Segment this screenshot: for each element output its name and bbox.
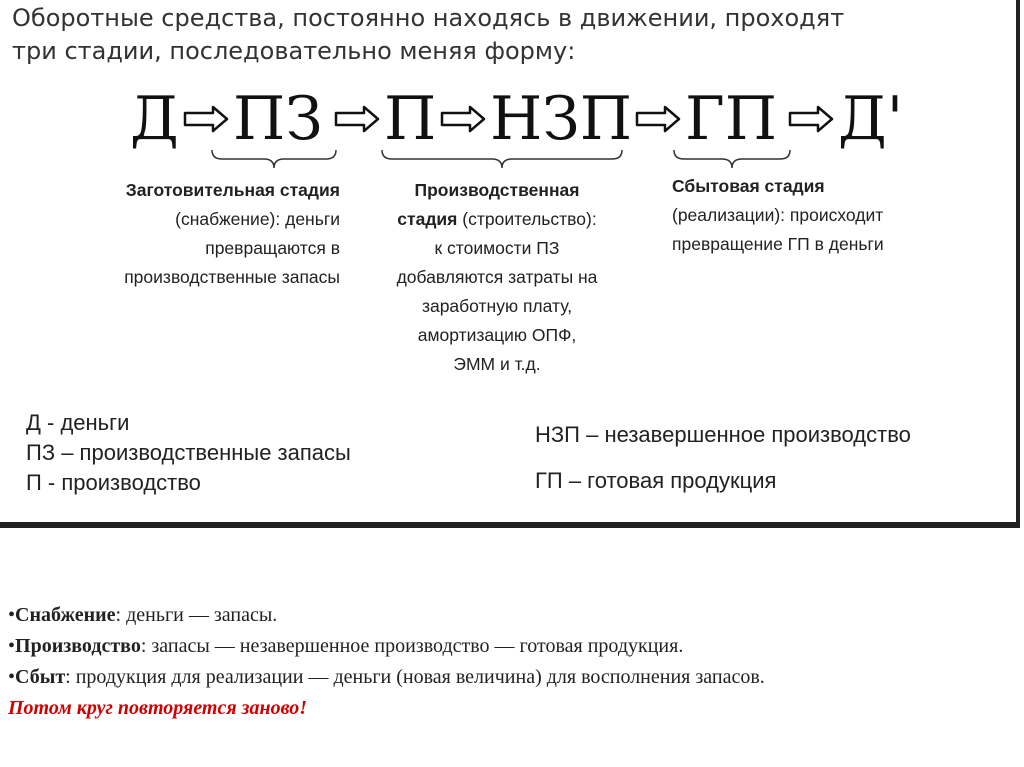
note-sales-term: Сбыт bbox=[15, 666, 66, 688]
note-sales-text: : продукция для реализации — деньги (новая величина) для восполнения запасов. bbox=[65, 666, 765, 688]
notes-list bbox=[8, 600, 1008, 724]
stage-production-text-4: заработную плату, bbox=[421, 296, 573, 316]
stage-procurement-text-3: производственные запасы bbox=[124, 267, 340, 287]
intro-text bbox=[12, 2, 912, 68]
stage-procurement-text-1: (снабжение): деньги bbox=[175, 209, 340, 229]
legend-pz: ПЗ – производственные запасы bbox=[26, 440, 351, 465]
intro-line-1: Оборотные средства, постоянно находясь в движении, проходят bbox=[12, 4, 845, 32]
stage-production-text-5: амортизацию ОПФ, bbox=[417, 325, 577, 345]
arrow-2-icon bbox=[334, 105, 380, 133]
stage-sales-text-1: (реализации): происходит bbox=[672, 205, 884, 225]
stage-production-text-2: к стоимости ПЗ bbox=[434, 238, 560, 258]
node-d: Д bbox=[130, 84, 179, 154]
arrow-5-icon bbox=[788, 105, 834, 133]
arrow-4-icon bbox=[635, 105, 681, 133]
stage-production-text-1: (строительство): bbox=[457, 209, 597, 229]
bullet-icon: • bbox=[8, 666, 16, 688]
stage-production-text-3: добавляются затраты на bbox=[396, 267, 598, 287]
stage-sales bbox=[672, 172, 972, 259]
brace-production-icon bbox=[380, 148, 624, 170]
node-gp: ГП bbox=[685, 84, 778, 154]
legend-p: П - производство bbox=[26, 470, 201, 495]
stage-production-title-2: стадия bbox=[397, 209, 458, 229]
note-supply bbox=[8, 600, 1008, 631]
stage-sales-title: Сбытовая стадия bbox=[672, 176, 825, 196]
legend-right bbox=[535, 420, 1005, 496]
stage-procurement-text-2: превращаются в bbox=[205, 238, 340, 258]
legend-nzp: НЗП – незавершенное производство bbox=[535, 422, 911, 447]
intro-line-2: три стадии, последовательно меняя форму: bbox=[12, 37, 576, 65]
node-d-prime: Д' bbox=[838, 84, 904, 154]
stage-procurement bbox=[40, 176, 340, 292]
brace-sales-icon bbox=[672, 148, 792, 170]
stage-sales-text-2: превращение ГП в деньги bbox=[672, 234, 884, 254]
stage-production bbox=[352, 176, 642, 379]
note-sales bbox=[8, 662, 1008, 693]
node-p: П bbox=[384, 84, 437, 154]
note-supply-term: Снабжение bbox=[15, 604, 116, 626]
node-nzp: НЗП bbox=[490, 84, 633, 154]
note-cycle-repeats: Потом круг повторяется заново! bbox=[8, 697, 308, 719]
note-production-term: Производство bbox=[15, 635, 141, 657]
bullet-icon: • bbox=[8, 604, 16, 626]
form-chain bbox=[0, 84, 1016, 154]
arrow-3-icon bbox=[440, 105, 486, 133]
note-production bbox=[8, 631, 1008, 662]
brace-procurement-icon bbox=[210, 148, 338, 170]
stage-procurement-title: Заготовительная стадия bbox=[125, 180, 340, 200]
node-pz: ПЗ bbox=[233, 84, 323, 154]
note-supply-text: : деньги — запасы. bbox=[115, 604, 278, 626]
legend-gp: ГП – готовая продукция bbox=[535, 468, 777, 493]
stage-production-text-6: ЭММ и т.д. bbox=[453, 354, 541, 374]
bullet-icon: • bbox=[8, 635, 16, 657]
arrow-1-icon bbox=[183, 105, 229, 133]
stage-production-title-1: Производственная bbox=[414, 180, 580, 200]
legend-d: Д - деньги bbox=[26, 410, 130, 435]
legend-left bbox=[26, 408, 496, 498]
note-production-text: : запасы — незавершенное производство — готовая продукция. bbox=[140, 635, 684, 657]
